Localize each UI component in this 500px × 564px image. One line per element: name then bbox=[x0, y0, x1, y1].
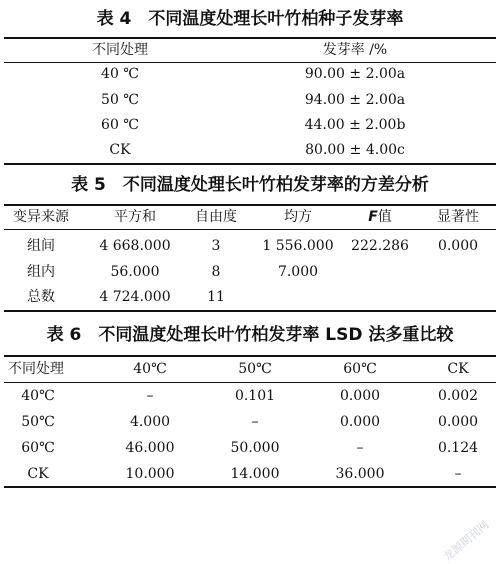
table5-cell-source: 总数 bbox=[27, 289, 55, 305]
table4-header-germination-rate: 发芽率 /% bbox=[322, 42, 388, 58]
table4-cell-treatment: 50 ℃ bbox=[101, 92, 139, 108]
table6-cell-treatment: 40℃ bbox=[21, 388, 55, 404]
table5-header-source: 变异来源 bbox=[13, 209, 69, 225]
table5-top-rule bbox=[4, 204, 496, 206]
table4-header-treatment: 不同处理 bbox=[92, 42, 148, 58]
table6-cell-ck: 0.002 bbox=[437, 388, 479, 404]
table4-cell-rate: 90.00 ± 2.00a bbox=[304, 66, 406, 82]
table5-header-df: 自由度 bbox=[195, 209, 237, 225]
table5-header-mean-square: 均方 bbox=[284, 209, 312, 225]
table4-cell-rate: 80.00 ± 4.00c bbox=[305, 142, 405, 158]
table6-top-rule bbox=[4, 355, 496, 357]
table5-cell-source: 组间 bbox=[27, 238, 55, 254]
table6-cell-50c: – bbox=[251, 414, 259, 430]
table6-caption: 表 6 不同温度处理长叶竹柏发芽率 LSD 法多重比较 bbox=[46, 325, 454, 345]
table6-header-50c: 50℃ bbox=[238, 361, 272, 377]
table6-header-rule bbox=[4, 382, 496, 383]
table5-header-f-value bbox=[340, 207, 420, 227]
table5-cell-sum-of-squares: 4 724.000 bbox=[99, 289, 171, 305]
table4-cell-treatment: 40 ℃ bbox=[101, 66, 139, 82]
table5-cell-mean-square: 1 556.000 bbox=[262, 238, 334, 254]
table6-header-40c: 40℃ bbox=[133, 361, 167, 377]
table6-cell-60c: 0.000 bbox=[339, 414, 381, 430]
table5-cell-df: 11 bbox=[207, 289, 225, 305]
table4-cell-treatment: 60 ℃ bbox=[101, 117, 139, 133]
table4-cell-treatment: CK bbox=[109, 142, 131, 158]
table5-cell-source: 组内 bbox=[27, 264, 55, 280]
table5-header-f-letter: F bbox=[368, 209, 378, 225]
table6-cell-40c: 46.000 bbox=[125, 440, 175, 456]
table5-header-significance: 显著性 bbox=[437, 209, 479, 225]
table5-cell-f-value: 222.286 bbox=[351, 238, 409, 254]
table6-cell-treatment: 60℃ bbox=[21, 440, 55, 456]
table5-header-sum-of-squares: 平方和 bbox=[114, 209, 156, 225]
table6-cell-40c: 4.000 bbox=[129, 414, 171, 430]
table6-header-treatment: 不同处理 bbox=[8, 361, 64, 377]
table4-cell-rate: 44.00 ± 2.00b bbox=[304, 117, 406, 133]
table6-cell-40c: – bbox=[146, 388, 154, 404]
table5-caption: 表 5 不同温度处理长叶竹柏发芽率的方差分析 bbox=[71, 175, 429, 195]
table6-cell-ck: 0.124 bbox=[437, 440, 479, 456]
table5-bottom-rule bbox=[4, 310, 496, 312]
table5-cell-df: 3 bbox=[211, 238, 221, 254]
table6-cell-40c: 10.000 bbox=[125, 466, 175, 482]
table6-header-ck: CK bbox=[447, 361, 469, 377]
table4-cell-rate: 94.00 ± 2.00a bbox=[304, 92, 406, 108]
table6-cell-50c: 14.000 bbox=[230, 466, 280, 482]
table6-cell-50c: 0.101 bbox=[234, 388, 276, 404]
table5-cell-significance: 0.000 bbox=[437, 238, 479, 254]
table4-header-rule bbox=[4, 62, 496, 63]
table5-cell-sum-of-squares: 4 668.000 bbox=[99, 238, 171, 254]
table4-top-rule bbox=[4, 37, 496, 39]
table6-header-60c: 60℃ bbox=[343, 361, 377, 377]
table6-cell-60c: – bbox=[356, 440, 364, 456]
table4-caption: 表 4 不同温度处理长叶竹柏种子发芽率 bbox=[96, 9, 404, 29]
table6-cell-60c: 0.000 bbox=[339, 388, 381, 404]
table6-cell-60c: 36.000 bbox=[335, 466, 385, 482]
table5-cell-mean-square: 7.000 bbox=[277, 264, 319, 280]
table6-cell-50c: 50.000 bbox=[230, 440, 280, 456]
table6-cell-treatment: CK bbox=[27, 466, 49, 482]
table5-cell-sum-of-squares: 56.000 bbox=[110, 264, 160, 280]
table5-cell-df: 8 bbox=[211, 264, 221, 280]
table6-cell-ck: – bbox=[454, 466, 462, 482]
watermark: 龙源期刊网 bbox=[440, 518, 492, 564]
table6-bottom-rule bbox=[4, 486, 496, 488]
table6-cell-treatment: 50℃ bbox=[21, 414, 55, 430]
table4-bottom-rule bbox=[4, 163, 496, 165]
table6-cell-ck: 0.000 bbox=[437, 414, 479, 430]
table5-header-f-suffix: 值 bbox=[377, 209, 392, 225]
table5-header-rule bbox=[4, 229, 496, 230]
